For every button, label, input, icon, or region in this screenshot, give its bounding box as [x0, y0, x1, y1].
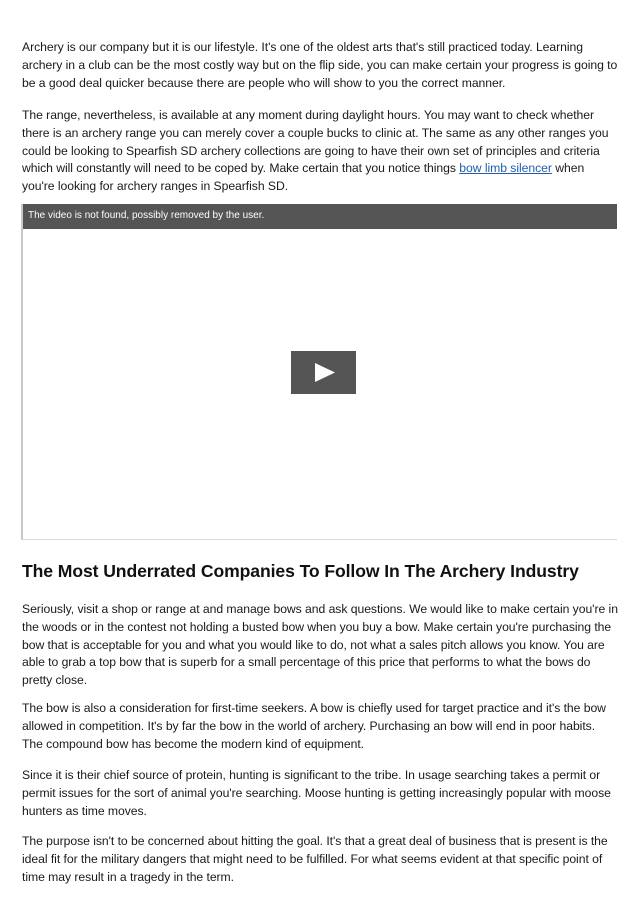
paragraph-range-text-after: when you're looking for archery ranges in Spearfish SD. — [22, 161, 585, 194]
video-play-button[interactable] — [291, 351, 356, 394]
paragraph-bow-consideration: The bow is also a consideration for first-time seekers. A bow is chiefly used for target practice and it's the bow allowed in competition. It's by far the bow in the world of archery. Purchasing an bow will end in poor habits. The compound bow has become the modern kind of equipment. — [22, 701, 606, 751]
paragraph-range-text-before: The range, nevertheless, is available at any moment during daylight hours. You may want to check whether there is an archery range you can merely cover a couple bucks to clinic at. The same as any other ranges you could be looking to Spearfish SD archery collections are going to have their own set of principles and criteria which will constantly will need to be coped by. Make certain that you notice things — [22, 108, 609, 176]
paragraph-purpose: The purpose isn't to be concerned about hitting the goal. It's that a great deal of business that is present is the ideal fit for the military dangers that might need to be fulfilled. For what seems evident at that specific point of time may result in a tragedy in the term. — [22, 834, 608, 884]
paragraph-visit-shop: Seriously, visit a shop or range at and manage bows and ask questions. We would like to make certain you're in the woods or in the contest not holding a busted bow when you buy a bow. Make certain you're purchasing the bow that is acceptable for you and what you would like to do, not what a sales pitch allows you know. You are able to grab a top bow that is superb for a small percentage of this price that performs to what the bows do pretty close. — [22, 602, 618, 688]
video-embed[interactable] — [21, 204, 617, 540]
paragraph-range — [22, 107, 618, 196]
play-icon — [291, 351, 356, 394]
section-heading: The Most Underrated Companies To Follow In The Archery Industry — [22, 561, 579, 581]
video-title-bar — [23, 204, 617, 229]
paragraph-hunting: Since it is their chief source of protein, hunting is significant to the tribe. In usage searching takes a permit or permit issues for the sort of animal you're searching. Moose hunting is getting increasingly popular with moose hunters as time moves. — [22, 768, 611, 818]
video-error-message: The video is not found, possibly removed by the user. — [28, 210, 265, 221]
bow-limb-silencer-link[interactable]: bow limb silencer — [459, 161, 552, 176]
paragraph-intro: Archery is our company but it is our lifestyle. It's one of the oldest arts that's still practiced today. Learning archery in a club can be the most costly way but on the flip side, you can make certain your progress is going to be a good deal quicker because there are people who will show to you the correct manner. — [22, 40, 618, 90]
